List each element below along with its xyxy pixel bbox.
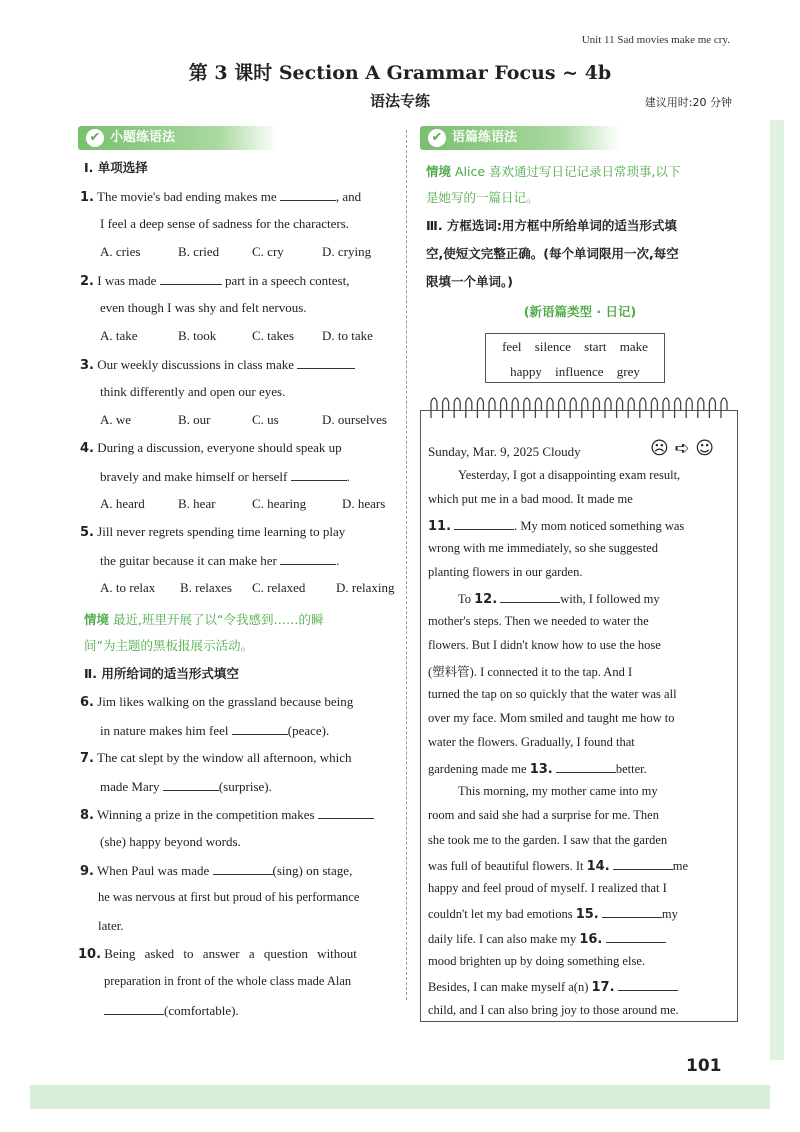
q1-option-d[interactable]: D. crying	[322, 244, 372, 259]
diary-blank-line-14	[428, 857, 688, 874]
diary-blank-number: 16.	[579, 931, 603, 947]
diary-blank-line-17	[428, 978, 678, 995]
section3-line2: 空,使短文完整正确。(每个单词限用一次,每空	[426, 246, 679, 261]
diary-blank-line-11	[428, 517, 684, 534]
diary-text-after-blank: with, I followed my	[560, 591, 660, 606]
diary-text-before-blank: daily life. I can also make my	[428, 931, 577, 946]
word-box	[485, 333, 665, 383]
q10-hint: (comfortable).	[164, 1003, 239, 1018]
diary-text-after-blank: me	[672, 858, 689, 873]
q1-text-end: , and	[335, 189, 362, 204]
diary-line: (塑料管). I connected it to the tap. And I	[428, 665, 633, 680]
q6-line2	[100, 722, 329, 739]
q7-text: The cat slept by the window all afternoon, which	[97, 750, 352, 765]
q2-option-a[interactable]: A. take	[100, 328, 138, 343]
q5-line1	[80, 524, 345, 540]
diary-text-after-blank: my	[661, 907, 678, 922]
diary-blank-number: 15.	[575, 907, 599, 923]
diary-blank-line-16	[428, 930, 666, 947]
diary-blank-number: 13.	[529, 761, 553, 777]
q5-option-d[interactable]: D. relaxing	[336, 580, 395, 595]
left-scene-line1	[84, 610, 323, 628]
right-scene-text: Alice 喜欢通过写日记记录日常琐事,以下	[455, 164, 681, 179]
word-box-row2: happy influence grey	[510, 364, 640, 379]
q3-options	[100, 412, 387, 428]
right-scene-line1	[426, 162, 681, 180]
q10-blank[interactable]	[104, 1002, 164, 1015]
diary-line: This morning, my mother came into my	[458, 783, 658, 798]
q5-option-b[interactable]: B. relaxes	[180, 580, 232, 595]
right-edge-stripe	[770, 120, 784, 1060]
q4-option-b[interactable]: B. hear	[178, 496, 216, 511]
q3-blank[interactable]	[297, 356, 355, 369]
diary-line: flowers. But I didn't know how to use the hose	[428, 638, 661, 653]
check-icon: ✔	[428, 129, 446, 147]
q1-text: The movie's bad ending makes me	[97, 189, 277, 204]
q4-option-a[interactable]: A. heard	[100, 496, 145, 511]
suggested-time: 建议用时:20 分钟	[644, 96, 732, 109]
diary-text-before-blank: gardening made me	[428, 761, 527, 776]
q2-blank[interactable]	[160, 272, 222, 285]
q7-text-2: made Mary	[100, 779, 160, 794]
q6-number: 6.	[80, 695, 94, 710]
q1-blank[interactable]	[280, 188, 336, 201]
q6-hint: (peace).	[287, 723, 330, 738]
left-scene-label: 情境	[84, 612, 110, 627]
page-number: 101	[686, 1056, 722, 1076]
q4-options	[100, 496, 385, 512]
q6-blank[interactable]	[232, 722, 288, 735]
q8-line2: (she) happy beyond words.	[100, 834, 241, 849]
word-box-row1: feel silence start make	[502, 339, 648, 354]
q9-line2: he was nervous at first but proud of his performance	[98, 890, 360, 904]
diary-line: happy and feel proud of myself. I realized that I	[428, 881, 667, 896]
right-banner-label: 语篇练语法	[452, 130, 518, 145]
left-banner-label: 小题练语法	[110, 130, 176, 145]
diary-line: room and said she had a surprise for me. Then	[428, 808, 659, 823]
q4-option-d[interactable]: D. hears	[342, 496, 386, 511]
q6-text: Jim likes walking on the grassland because being	[97, 694, 354, 709]
new-text-type: (新语篇类型 · 日记)	[523, 304, 637, 319]
unit-header: Unit 11 Sad movies make me cry.	[581, 34, 730, 46]
diary-line: mother's steps. Then we needed to water the	[428, 613, 649, 628]
diary-text-before-blank: To	[458, 591, 472, 606]
section2-heading: Ⅱ. 用所给词的适当形式填空	[84, 666, 239, 681]
q7-line2	[100, 778, 272, 795]
diary-line: which put me in a bad mood. It made me	[428, 492, 633, 507]
right-scene-label: 情境	[426, 164, 452, 179]
diary-line: wrong with me immediately, so she suggested	[428, 540, 659, 555]
q5-text-2: the guitar because it can make her	[100, 553, 277, 568]
q5-option-a[interactable]: A. to relax	[100, 580, 156, 595]
q5-text: Jill never regrets spending time learning to play	[97, 524, 346, 539]
diary-blank-line-13	[428, 760, 647, 777]
left-banner	[78, 126, 278, 150]
q5-number: 5.	[80, 525, 94, 540]
diary-line: water the flowers. Gradually, I found that	[428, 735, 635, 750]
q4-number: 4.	[80, 441, 94, 456]
q3-line1	[80, 356, 355, 373]
q7-blank[interactable]	[163, 778, 219, 791]
diary-blank-line-12	[458, 590, 660, 607]
diary-line: planting flowers in our garden.	[428, 565, 583, 580]
section1-heading: Ⅰ. 单项选择	[84, 160, 148, 175]
diary-blank[interactable]	[606, 930, 666, 943]
q4-text-2: bravely and make himself or herself	[100, 469, 288, 484]
q3-option-a[interactable]: A. we	[100, 412, 132, 427]
section3-line3: 限填一个单词。)	[426, 274, 513, 289]
diary-blank-number: 14.	[586, 858, 610, 874]
diary-blank-number: 12.	[474, 591, 498, 607]
q2-option-d[interactable]: D. to take	[322, 328, 373, 343]
q3-number: 3.	[80, 358, 94, 373]
diary-line: mood brighten up by doing something else.	[428, 954, 645, 968]
diary-text-after-blank: . My mom noticed something was	[514, 518, 685, 533]
q2-number: 2.	[80, 274, 94, 289]
q5-option-c[interactable]: C. relaxed	[252, 580, 306, 595]
diary-blank[interactable]	[500, 590, 560, 603]
q10-line1	[78, 946, 357, 962]
q8-blank[interactable]	[318, 806, 374, 819]
diary-blank[interactable]	[602, 905, 662, 918]
lesson-title: 第 3 课时 Section A Grammar Focus ~ 4b	[188, 62, 612, 84]
diary-blank[interactable]	[613, 857, 673, 870]
q3-option-c[interactable]: C. us	[252, 412, 279, 427]
q5-blank[interactable]	[280, 552, 336, 565]
bottom-band	[30, 1085, 770, 1109]
q4-blank[interactable]	[291, 468, 347, 481]
q10-line3	[104, 1002, 239, 1019]
diary-blank[interactable]	[556, 760, 616, 773]
q2-text-end: part in a speech contest,	[224, 273, 350, 288]
q5-line2	[100, 552, 339, 569]
column-divider	[406, 130, 407, 1000]
q4-option-c[interactable]: C. hearing	[252, 496, 307, 511]
diary-blank-number: 17.	[591, 980, 615, 996]
q1-option-b[interactable]: B. cried	[178, 244, 220, 259]
spiral-binding-icon	[425, 392, 730, 422]
q3-line2: think differently and open our eyes.	[100, 384, 286, 399]
q4-text-end: .	[346, 469, 350, 484]
q4-text: During a discussion, everyone should speak up	[97, 440, 342, 455]
q2-option-b[interactable]: B. took	[178, 328, 217, 343]
q3-text: Our weekly discussions in class make	[97, 357, 295, 372]
q6-text-2: in nature makes him feel	[100, 723, 229, 738]
q9-blank[interactable]	[213, 862, 273, 875]
q7-hint: (surprise).	[218, 779, 272, 794]
q5-text-end: .	[336, 553, 340, 568]
diary-line: over my face. Mom smiled and taught me how to	[428, 711, 675, 725]
q2-text: I was made	[97, 273, 157, 288]
q1-line2: I feel a deep sense of sadness for the characters.	[100, 216, 350, 231]
diary-line: she took me to the garden. I saw that the garden	[428, 832, 668, 847]
q8-number: 8.	[80, 808, 94, 823]
q1-number: 1.	[80, 190, 94, 205]
q3-option-b[interactable]: B. our	[178, 412, 211, 427]
q10-line2: preparation in front of the whole class made Alan	[104, 974, 352, 988]
q9-line1	[80, 862, 352, 879]
q10-text: Being asked to answer a question without	[104, 946, 357, 961]
q2-options	[100, 328, 373, 344]
q1-line1	[80, 188, 361, 205]
q8-line1	[80, 806, 374, 823]
left-scene-line2: 间”为主题的黑板报展示活动。	[84, 638, 253, 653]
right-banner	[420, 126, 620, 150]
q9-line3: later.	[98, 918, 124, 933]
diary-text-after-blank: better.	[615, 761, 647, 776]
diary-text-before-blank: couldn't let my bad emotions	[428, 907, 573, 922]
q1-options	[100, 244, 400, 260]
q8-text: Winning a prize in the competition makes	[97, 807, 315, 822]
q5-options	[100, 580, 394, 596]
diary-line: turned the tap on so quickly that the water was all	[428, 686, 677, 701]
diary-line: child, and I can also bring joy to those around me.	[428, 1002, 679, 1017]
q7-number: 7.	[80, 751, 94, 766]
diary-line: Yesterday, I got a disappointing exam result,	[458, 468, 681, 482]
section3-line1: Ⅲ. 方框选词:用方框中所给单词的适当形式填	[426, 218, 677, 233]
q2-line2: even though I was shy and felt nervous.	[100, 300, 307, 315]
q9-hint: (sing) on stage,	[272, 863, 353, 878]
check-icon: ✔	[86, 129, 104, 147]
lesson-subtitle: 语法专练	[369, 92, 430, 110]
q7-line1	[80, 750, 352, 766]
q2-line1	[80, 272, 349, 289]
diary-blank-number: 11.	[428, 518, 452, 534]
left-scene-text: 最近,班里开展了以“令我感到……的瞬	[113, 612, 324, 627]
q6-line1	[80, 694, 353, 710]
diary-blank[interactable]	[618, 978, 678, 991]
mood-faces-icon: ☹ ➪ ☺	[650, 438, 715, 459]
q1-option-c[interactable]: C. cry	[252, 244, 284, 259]
q4-line2	[100, 468, 350, 485]
diary-blank-line-15	[428, 905, 678, 922]
q9-number: 9.	[80, 864, 94, 879]
q3-option-d[interactable]: D. ourselves	[322, 412, 387, 427]
q10-number: 10.	[78, 947, 102, 962]
diary-date: Sunday, Mar. 9, 2025 Cloudy	[428, 444, 581, 459]
q2-option-c[interactable]: C. takes	[252, 328, 294, 343]
diary-blank[interactable]	[454, 517, 514, 530]
q9-text: When Paul was made	[97, 863, 210, 878]
diary-text-before-blank: was full of beautiful flowers. It	[428, 858, 584, 873]
right-scene-line2: 是她写的一篇日记。	[426, 190, 539, 205]
q1-option-a[interactable]: A. cries	[100, 244, 141, 259]
q4-line1	[80, 440, 342, 456]
diary-text-before-blank: Besides, I can make myself a(n)	[428, 980, 589, 995]
